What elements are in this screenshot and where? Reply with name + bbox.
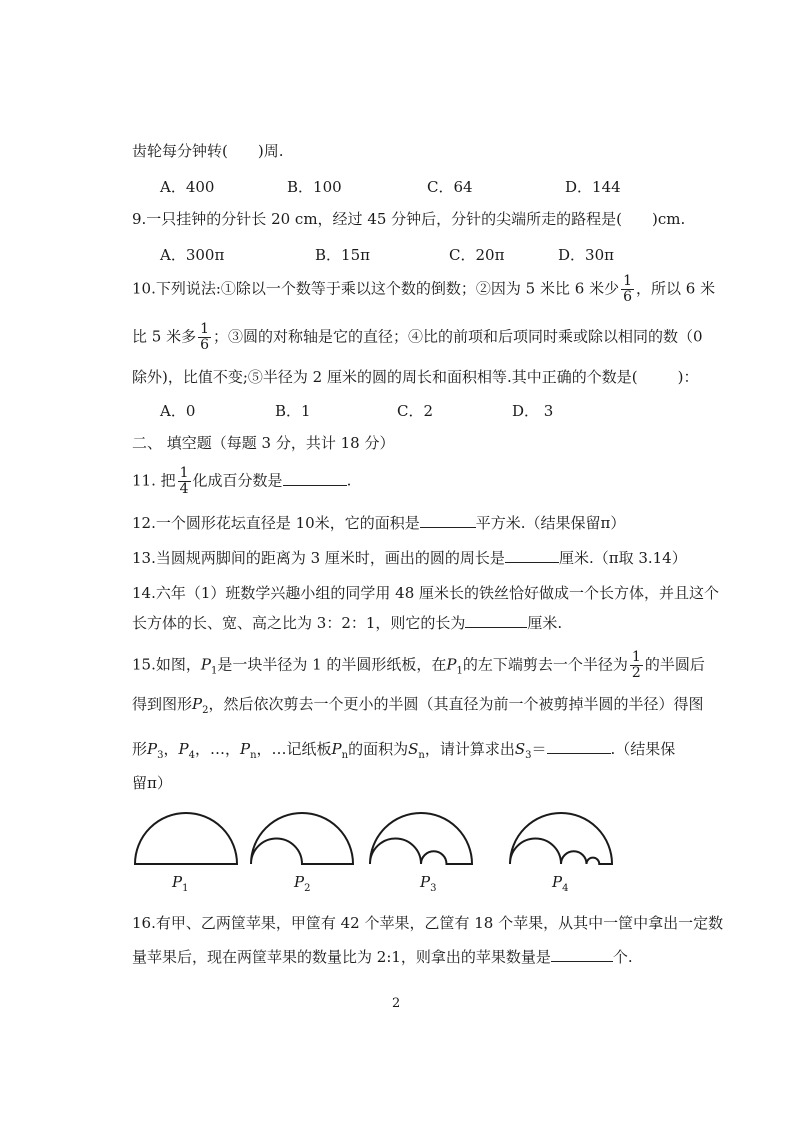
fraction-one-sixth: $\frac{1}{6}$ [623,273,632,305]
figure-p2 [251,813,353,864]
q15-line4: 留π） [132,774,172,792]
q13-text: 13.当圆规两脚间的距离为 3 厘米时，画出的圆的周长是 厘米.（π取 3.14） [132,549,687,567]
q8-option-d: D．144 [565,178,621,196]
fraction-one-sixth-2: $\frac{1}{6}$ [200,321,210,353]
label-p3: $P_3$ [420,873,437,894]
q10-line1: 10.下列说法:①除以一个数等于乘以这个数的倒数；②因为 5 米比 6 米少 $\frac{1}{6}$ ，所以 6 米 [132,273,716,305]
q9-text: 9.一只挂钟的分针长 20 cm，经过 45 分钟后，分针的尖端所走的路程是( )cm. [132,210,686,228]
answer-blank[interactable] [283,471,347,486]
q10-option-d: D． 3 [512,402,554,420]
q10-line2: 比 5 米多 $\frac{1}{6}$ ；③圆的对称轴是它的直径；④比的前项和后项同时乘或除以相同的数（0 [132,321,703,353]
semicircle-figures [125,800,625,870]
answer-blank[interactable] [465,613,527,628]
q10-line3: 除外)，比值不变;⑤半径为 2 厘米的圆的周长和面积相等.其中正确的个数是( )： [132,368,699,386]
q8-tail: 齿轮每分钟转( )周. [132,142,284,160]
q8-option-b: B．100 [287,178,342,196]
q16-line2: 量苹果后，现在两筐苹果的数量比为 2:1，则拿出的苹果数量是 个. [132,948,633,966]
q10-option-b: B．1 [275,402,311,420]
q16-line1: 16.有甲、乙两筐苹果，甲筐有 42 个苹果，乙筐有 18 个苹果，从其中一筐中拿出一定数 [132,914,724,932]
answer-blank[interactable] [505,548,559,563]
q14-line1: 14.六年（1）班数学兴趣小组的同学用 48 厘米长的铁丝恰好做成一个长方体，并且这个 [132,584,720,602]
q9-option-b: B．15π [315,246,370,264]
label-p2: $P_2$ [294,873,311,894]
q8-option-c: C．64 [427,178,473,196]
q11-text: 11. 把 $\frac{1}{4}$ 化成百分数是 . [132,465,352,497]
q12-text: 12.一个圆形花坛直径是 10米，它的面积是 平方米.（结果保留π） [132,514,626,532]
figure-p3 [370,813,472,864]
q10-option-a: A．0 [160,402,196,420]
figure-p4 [510,813,612,864]
fraction-one-quarter: $\frac{1}{4}$ [179,465,189,497]
q9-option-a: A．300π [160,246,225,264]
q9-option-d: D．30π [558,246,614,264]
section-title: 二、 填空题（每题 3 分，共计 18 分） [132,434,395,452]
q9-option-c: C．20π [449,246,505,264]
figure-p1 [135,813,237,864]
q8-option-a: A．400 [160,178,215,196]
answer-blank[interactable] [420,513,476,528]
answer-blank[interactable] [547,739,611,754]
q10-option-c: C．2 [397,402,434,420]
page-number: 2 [392,996,401,1011]
q15-line2: 得到图形$P_2$，然后依次剪去一个更小的半圆（其直径为前一个被剪掉半圆的半径）得图 [132,695,704,716]
q15-line1: 15.如图，$P_1$是一块半径为 1 的半圆形纸板，在$P_1$的左下端剪去一个半径为 $\frac{1}{2}$ 的半圆后 [132,649,705,681]
fraction-one-half: $\frac{1}{2}$ [631,649,641,681]
label-p4: $P_4$ [552,873,569,894]
q14-line2: 长方体的长、宽、高之比为 3：2：1，则它的长为 厘米. [132,614,563,632]
label-p1: $P_1$ [172,873,189,894]
answer-blank[interactable] [551,947,613,962]
q15-line3: 形$P_3$，$P_4$，…，$P_n$，…记纸板$P_n$的面积为$S_n$，请计算求出$S_3=$ .（结果保 [132,740,676,761]
